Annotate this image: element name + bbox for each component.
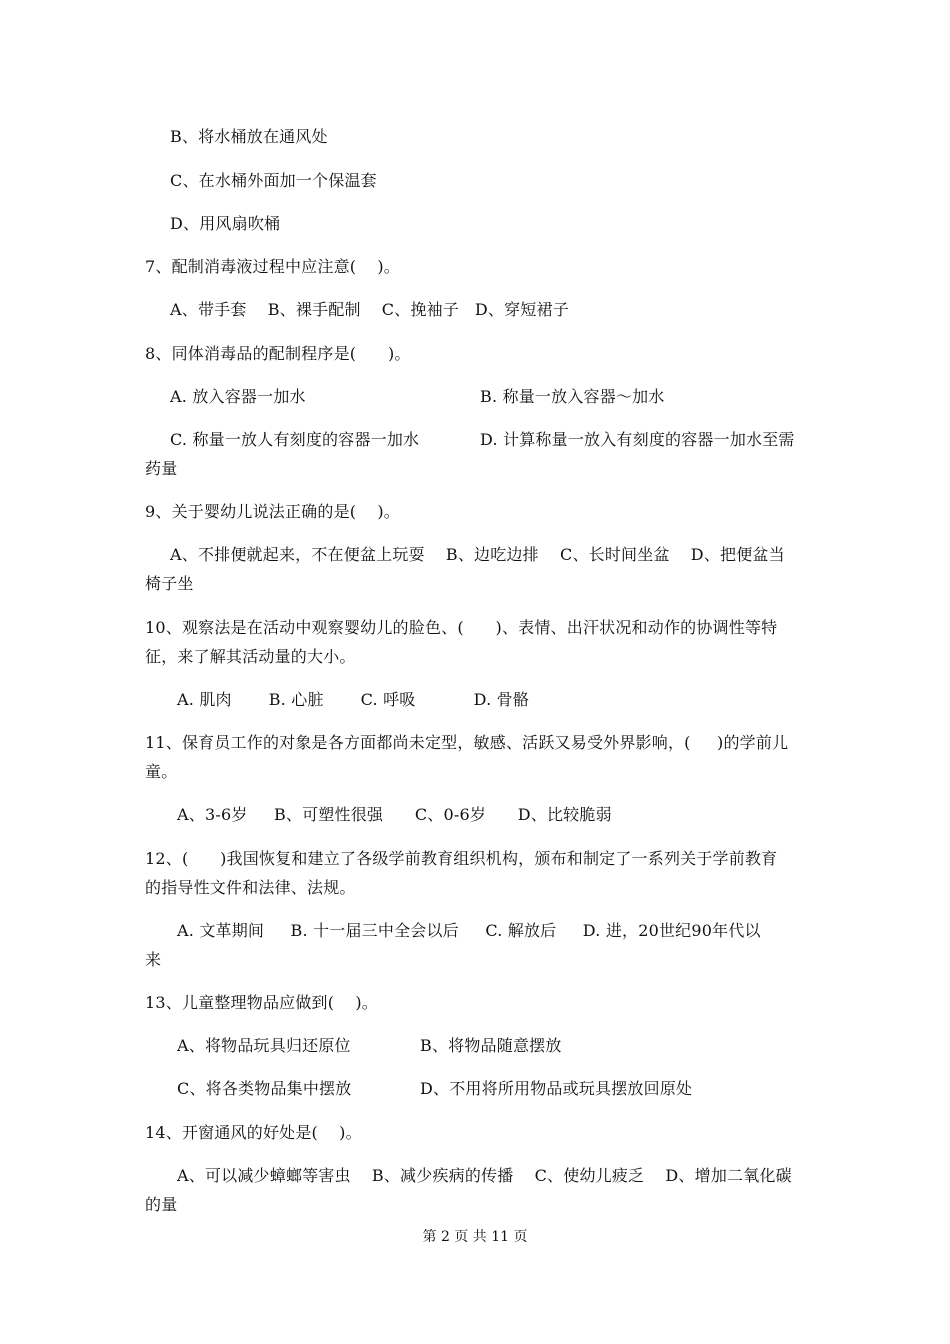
q9-options-line1: A、不排便就起来，不在便盆上玩耍 B、边吃边排 C、长时间坐盆 D、把便盆当 (170, 545, 785, 564)
q8-option-b: B. 称量一放入容器～加水 (480, 387, 665, 406)
q10-stem-line1: 10、观察法是在活动中观察婴幼儿的脸色、( )、表情、出汗状况和动作的协调性等特 (145, 618, 778, 637)
q13-option-a: A、将物品玩具归还原位 (177, 1036, 351, 1055)
q8-stem: 8、同体消毒品的配制程序是( )。 (145, 344, 411, 363)
q11-stem-line2: 童。 (145, 762, 178, 781)
q9-options-line2: 椅子坐 (145, 574, 194, 593)
q12-stem-line2: 的指导性文件和法律、法规。 (145, 878, 356, 897)
q6-option-b: B、将水桶放在通风处 (170, 127, 328, 146)
q10-options: A. 肌肉 B. 心脏 C. 呼吸 D. 骨骼 (177, 690, 530, 709)
q14-stem: 14、开窗通风的好处是( )。 (145, 1123, 362, 1142)
q8-option-c: C. 称量一放人有刻度的容器一加水 (170, 430, 420, 449)
q9-stem: 9、关于婴幼儿说法正确的是( )。 (145, 502, 401, 521)
q12-stem-line1: 12、( )我国恢复和建立了各级学前教育组织机构，颁布和制定了一系列关于学前教育 (145, 849, 778, 868)
q11-options: A、3-6岁 B、可塑性很强 C、0-6岁 D、比较脆弱 (177, 805, 612, 824)
q8-option-d-line1: D. 计算称量一放入有刻度的容器一加水至需 (480, 430, 795, 449)
q13-option-b: B、将物品随意摆放 (420, 1036, 562, 1055)
q11-stem-line1: 11、保育员工作的对象是各方面都尚未定型，敏感、活跃又易受外界影响，( )的学前儿 (145, 733, 789, 752)
q7-options: A、带手套 B、裸手配制 C、挽袖子 D、穿短裙子 (170, 300, 569, 319)
q13-option-d: D、不用将所用物品或玩具摆放回原处 (420, 1079, 693, 1098)
q7-stem: 7、配制消毒液过程中应注意( )。 (145, 257, 401, 276)
q12-options-line1: A. 文革期间 B. 十一届三中全会以后 C. 解放后 D. 进，20世纪90年代以 (177, 921, 761, 940)
q13-stem: 13、儿童整理物品应做到( )。 (145, 993, 378, 1012)
q8-option-a: A. 放入容器一加水 (170, 387, 306, 406)
q12-options-line2: 来 (145, 950, 162, 969)
q6-option-c: C、在水桶外面加一个保温套 (170, 171, 377, 190)
q14-options-line2: 的量 (145, 1195, 178, 1214)
q13-option-c: C、将各类物品集中摆放 (177, 1079, 352, 1098)
q8-option-d-line2: 药量 (145, 459, 178, 478)
page-number-footer: 第 2 页 共 11 页 (422, 1229, 528, 1245)
q6-option-d: D、用风扇吹桶 (170, 214, 281, 233)
q10-stem-line2: 征，来了解其活动量的大小。 (145, 647, 356, 666)
q14-options-line1: A、可以减少蟑螂等害虫 B、减少疾病的传播 C、使幼儿疲乏 D、增加二氧化碳 (177, 1166, 792, 1185)
